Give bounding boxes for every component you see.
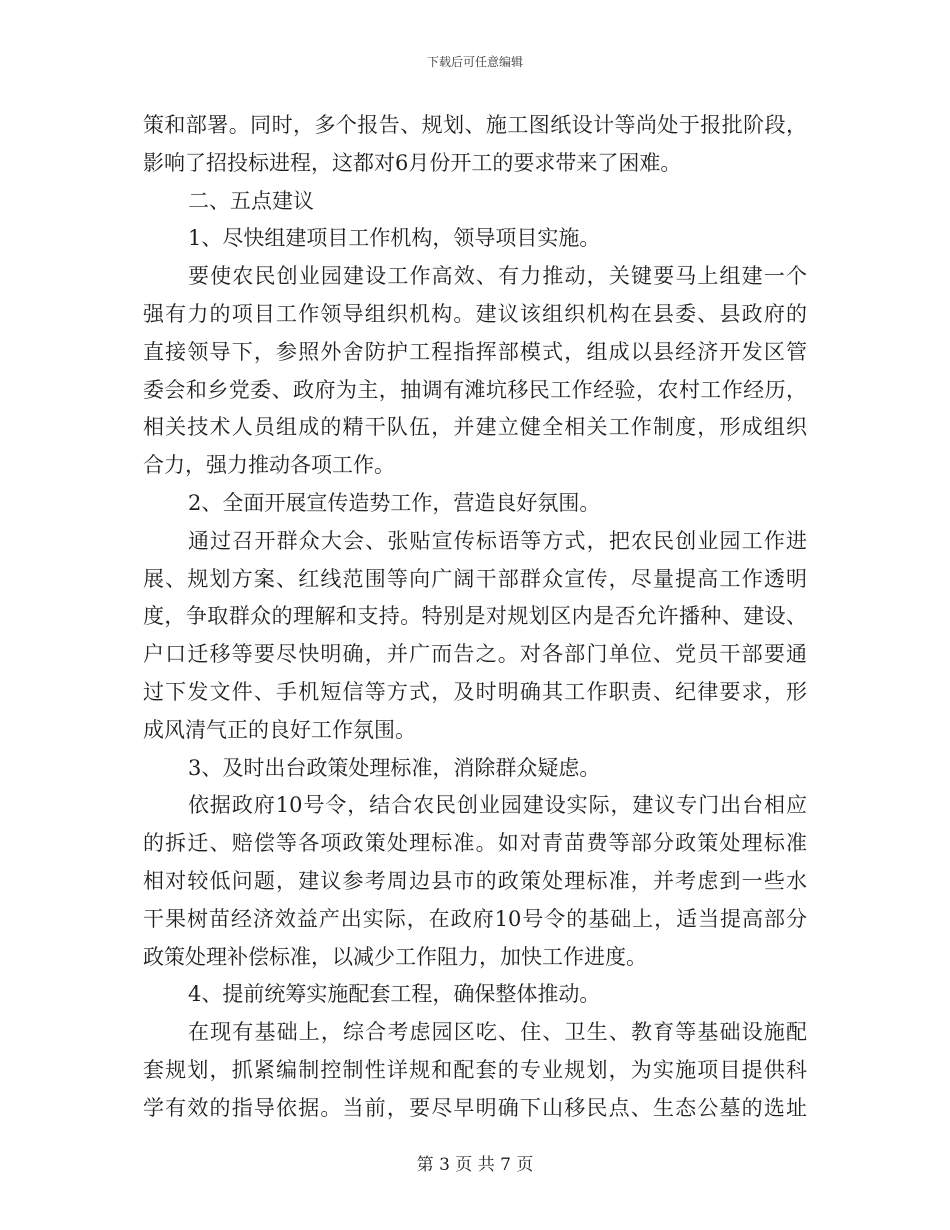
- text-line: 政策处理补偿标准，以减少工作阻力，加快工作进度。: [143, 944, 647, 969]
- section-heading: [143, 183, 807, 221]
- text-line: 户口迁移等要尽快明确，并广而告之。对各部门单位、党员干部要通: [143, 642, 807, 667]
- recommendation-heading: [143, 220, 807, 258]
- text-line: 通过召开群众大会、张贴宣传标语等方式，把农民创业园工作进: [188, 528, 807, 553]
- text-line: 强有力的项目工作领导组织机构。建议该组织机构在县委、县政府的: [143, 301, 807, 326]
- text-line: 策和部署。同时，多个报告、规划、施工图纸设计等尚处于报批阶段，: [143, 113, 807, 137]
- body-paragraph: [143, 107, 807, 183]
- text-line: 2、全面开展宣传造势工作，营造良好氛围。: [188, 490, 601, 515]
- text-line: 的拆迁、赔偿等各项政策处理标准。如对青苗费等部分政策处理标准: [143, 831, 807, 856]
- text-line: 相关技术人员组成的精干队伍，并建立健全相关工作制度，形成组织: [143, 415, 807, 440]
- text-line: 干果树苗经济效益产出实际，在政府10号令的基础上，适当提高部分: [143, 906, 807, 931]
- recommendation-heading: [143, 485, 807, 523]
- text-line: 4、提前统筹实施配套工程，确保整体推动。: [188, 982, 601, 1007]
- text-line: 成风清气正的良好工作氛围。: [143, 717, 416, 742]
- text-line: 过下发文件、手机短信等方式，及时明确其工作职责、纪律要求，形: [143, 679, 807, 704]
- text-line: 要使农民创业园建设工作高效、有力推动，关键要马上组建一个: [188, 264, 807, 289]
- text-line: 套规划，抓紧编制控制性详规和配套的专业规划，为实施项目提供科: [143, 1057, 807, 1082]
- recommendation-heading: [143, 750, 807, 788]
- recommendation-heading: [143, 976, 807, 1014]
- document-body: [143, 107, 807, 1128]
- body-paragraph: [143, 523, 807, 750]
- text-line: 相对较低问题，建议参考周边县市的政策处理标准，并考虑到一些水: [143, 868, 807, 893]
- text-line: 直接领导下，参照外舍防护工程指挥部模式，组成以县经济开发区管: [143, 339, 807, 364]
- text-line: 二、五点建议: [188, 188, 314, 213]
- page-header-note: 下载后可任意编辑: [426, 55, 523, 69]
- text-line: 委会和乡党委、政府为主，抽调有滩坑移民工作经验，农村工作经历，: [143, 377, 807, 402]
- text-line: 展、规划方案、红线范围等向广阔干部群众宣传，尽量提高工作透明: [143, 566, 807, 591]
- text-line: 合力，强力推动各项工作。: [143, 453, 395, 478]
- text-line: 度，争取群众的理解和支持。特别是对规划区内是否允许播种、建设、: [143, 604, 807, 629]
- text-line: 依据政府10号令，结合农民创业园建设实际，建议专门出台相应: [188, 793, 807, 818]
- text-line: 1、尽快组建项目工作机构，领导项目实施。: [188, 226, 601, 251]
- body-paragraph: [143, 258, 807, 485]
- text-line: 影响了招投标进程，这都对6月份开工的要求带来了困难。: [143, 150, 682, 175]
- body-paragraph: [143, 1014, 807, 1127]
- text-line: 在现有基础上，综合考虑园区吃、住、卫生、教育等基础设施配: [188, 1020, 807, 1045]
- body-paragraph: [143, 787, 807, 976]
- page-number: 第 3 页 共 7 页: [416, 1155, 534, 1175]
- text-line: 3、及时出台政策处理标准，消除群众疑虑。: [188, 755, 601, 780]
- text-line: 学有效的指导依据。当前，要尽早明确下山移民点、生态公墓的选址: [143, 1095, 807, 1120]
